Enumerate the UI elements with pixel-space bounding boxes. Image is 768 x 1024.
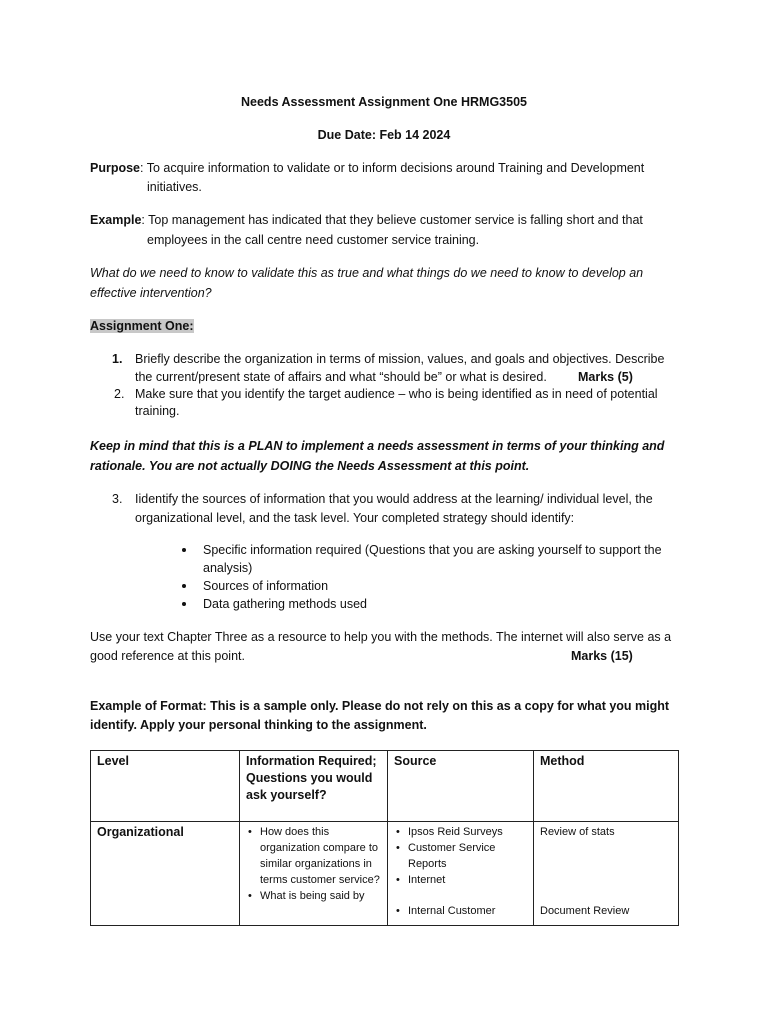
table-header-cell: Information Required; Questions you would ask yourself? xyxy=(240,751,388,822)
note-line-2: rationale. You are not actually DOING the Needs Assessment at this point. xyxy=(90,459,530,473)
table-cell-source xyxy=(388,822,534,926)
question-line-1: What do we need to know to validate this as true and what things do we need to know to develop an xyxy=(90,266,644,280)
bullet-marker xyxy=(182,602,186,606)
resource-line-1: Use your text Chapter Three as a resource to help you with the methods. The internet will also serve as a xyxy=(90,630,672,644)
format-note-line-1: Example of Format: This is a sample only. Please do not rely on this as a copy for what you might xyxy=(90,699,670,713)
list-item: • What is being said by xyxy=(246,888,381,904)
item-3-line-2: organizational level, and the task level. Your completed strategy should identify: xyxy=(135,511,575,525)
item-1-line-1: Briefly describe the organization in terms of mission, values, and goals and objectives. Describe xyxy=(135,352,665,366)
table-cell-level: Organizational xyxy=(91,822,240,926)
bullet-marker xyxy=(182,548,186,552)
bullet-3-line-1: Data gathering methods used xyxy=(203,597,367,611)
list-item: • How does this organization compare to similar organizations in terms customer service? xyxy=(246,824,381,888)
purpose-line-1: : To acquire information to validate or to inform decisions around Training and Development xyxy=(140,161,645,175)
table-header-cell: Level xyxy=(91,751,240,822)
document-title: Needs Assessment Assignment One HRMG3505 xyxy=(241,95,527,109)
item-2-line-2: training. xyxy=(135,404,180,418)
list-item: • Internet xyxy=(394,872,527,888)
item-1-marks: Marks (5) xyxy=(578,370,633,384)
purpose-line-2: initiatives. xyxy=(147,180,202,194)
table-header-row xyxy=(91,751,679,822)
example-line-1: : Top management has indicated that they believe customer service is falling short and that xyxy=(141,213,643,227)
format-note-line-2: identify. Apply your personal thinking to the assignment. xyxy=(90,718,427,732)
item-3-line-1: Iidentify the sources of information that you would address at the learning/ individual level, the xyxy=(135,492,653,506)
example-label: Example xyxy=(90,213,142,227)
method-text: Document Review xyxy=(540,905,630,917)
bullet-1-line-1: Specific information required (Questions that you are asking yourself to support the xyxy=(203,543,662,557)
table-row xyxy=(91,822,679,926)
table-cell-method xyxy=(534,822,679,926)
item-1-number: 1. xyxy=(112,352,123,366)
item-1-line-2: the current/present state of affairs and what “should be” or what is desired. xyxy=(135,370,547,384)
bullet-marker xyxy=(182,584,186,588)
purpose-paragraph xyxy=(90,159,644,177)
list-item: • Ipsos Reid Surveys xyxy=(394,824,527,840)
table-header-cell: Source xyxy=(388,751,534,822)
assignment-heading: Assignment One: xyxy=(90,319,194,333)
purpose-label: Purpose xyxy=(90,161,141,175)
resource-marks: Marks (15) xyxy=(571,649,633,663)
note-line-1: Keep in mind that this is a PLAN to implement a needs assessment in terms of your thinking and xyxy=(90,439,665,453)
table-cell-info xyxy=(240,822,388,926)
item-2-line-1: Make sure that you identify the target audience – who is being identified as in need of potential xyxy=(135,387,658,401)
list-item: • Customer Service Reports xyxy=(394,840,527,872)
bullet-2-line-1: Sources of information xyxy=(203,579,329,593)
bullet-1-line-2: analysis) xyxy=(203,561,253,575)
question-line-2: effective intervention? xyxy=(90,286,212,300)
example-line-2: employees in the call centre need customer service training. xyxy=(147,233,480,247)
item-2-number: 2. xyxy=(114,387,125,401)
item-3-number: 3. xyxy=(112,492,123,506)
due-date: Due Date: Feb 14 2024 xyxy=(317,128,451,142)
list-item: • Internal Customer xyxy=(394,903,527,919)
example-paragraph xyxy=(90,211,643,229)
example-format-table xyxy=(90,750,679,926)
method-text: Review of stats xyxy=(540,826,615,838)
resource-line-2: good reference at this point. xyxy=(90,649,245,663)
table-header-cell: Method xyxy=(534,751,679,822)
